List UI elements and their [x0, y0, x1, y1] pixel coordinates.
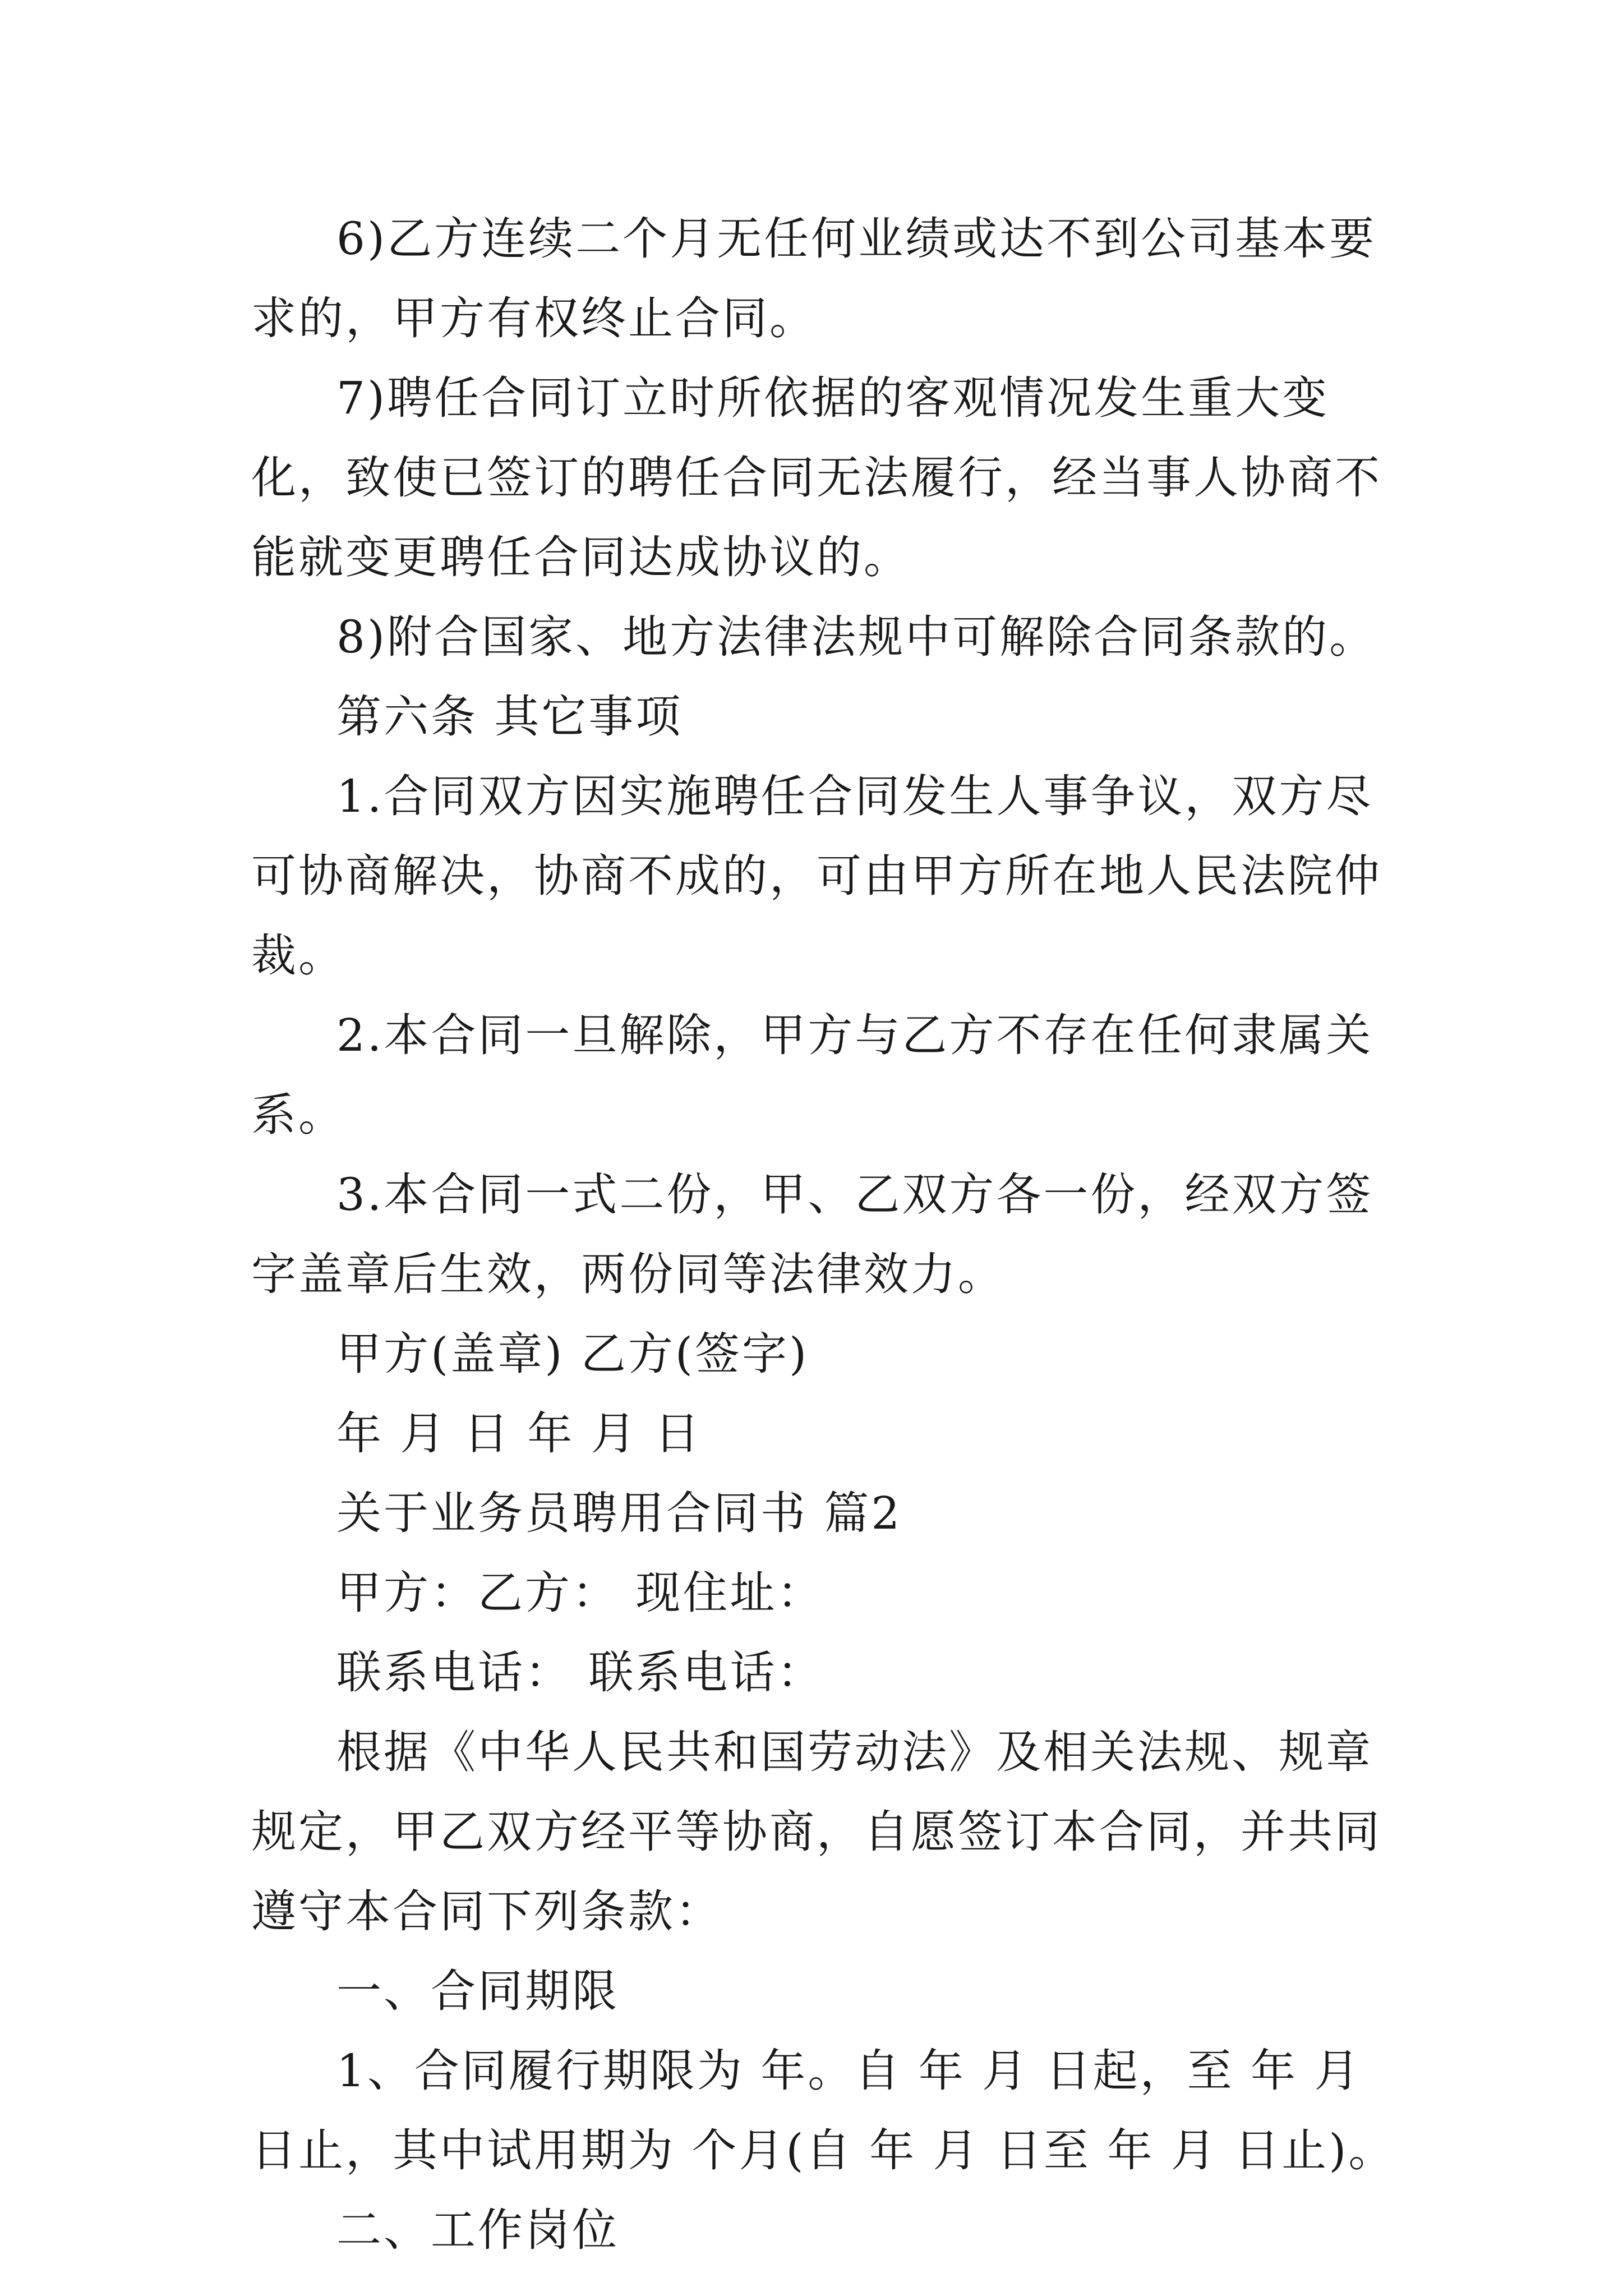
- section-heading-article-6: 第六条 其它事项: [336, 691, 683, 743]
- paragraph-item-2: 2.本合同一旦解除，甲方与乙方不存在任何隶属关系。: [251, 1009, 1373, 1141]
- document-body: [251, 199, 1401, 2270]
- section-heading-contract-term: 一、合同期限: [336, 1965, 619, 2017]
- preamble-paragraph: 根据《中华人民共和国劳动法》及相关法规、规章规定，甲乙双方经平等协商，自愿签订本合同，并共同遵守本合同下列条款：: [251, 1726, 1382, 1938]
- parties-line: 甲方：乙方： 现住址：: [336, 1567, 824, 1619]
- paragraph-clause-7: 7)聘任合同订立时所依据的客观情况发生重大变化，致使已签订的聘任合同无法履行，经当事人协商不能就变更聘任合同达成协议的。: [251, 372, 1382, 583]
- contact-phone-line: 联系电话： 联系电话：: [336, 1646, 824, 1699]
- date-line: 年 月 日 年 月 日: [336, 1407, 702, 1460]
- paragraph-term-1: 1、合同履行期限为 年。自 年 月 日起，至 年 月 日止，其中试用期为 个月(自 年 月 日至 年 月 日止)。: [251, 2045, 1396, 2177]
- paragraph-clause-8: 8)附合国家、地方法律法规中可解除合同条款的。: [336, 611, 1377, 663]
- signature-line: 甲方(盖章) 乙方(签字): [336, 1328, 809, 1380]
- paragraph-item-1: 1.合同双方因实施聘任合同发生人事争议，双方尽可协商解决，协商不成的，可由甲方所在地人民法院仲裁。: [251, 770, 1382, 982]
- paragraph-clause-6: 6)乙方连续二个月无任何业绩或达不到公司基本要求的，甲方有权终止合同。: [251, 213, 1377, 344]
- contract-title-part-2: 关于业务员聘用合同书 篇2: [336, 1487, 902, 1539]
- paragraph-item-3: 3.本合同一式二份，甲、乙双方各一份，经双方签字盖章后生效，两份同等法律效力。: [251, 1168, 1373, 1300]
- section-heading-job-position: 二、工作岗位: [336, 2204, 619, 2256]
